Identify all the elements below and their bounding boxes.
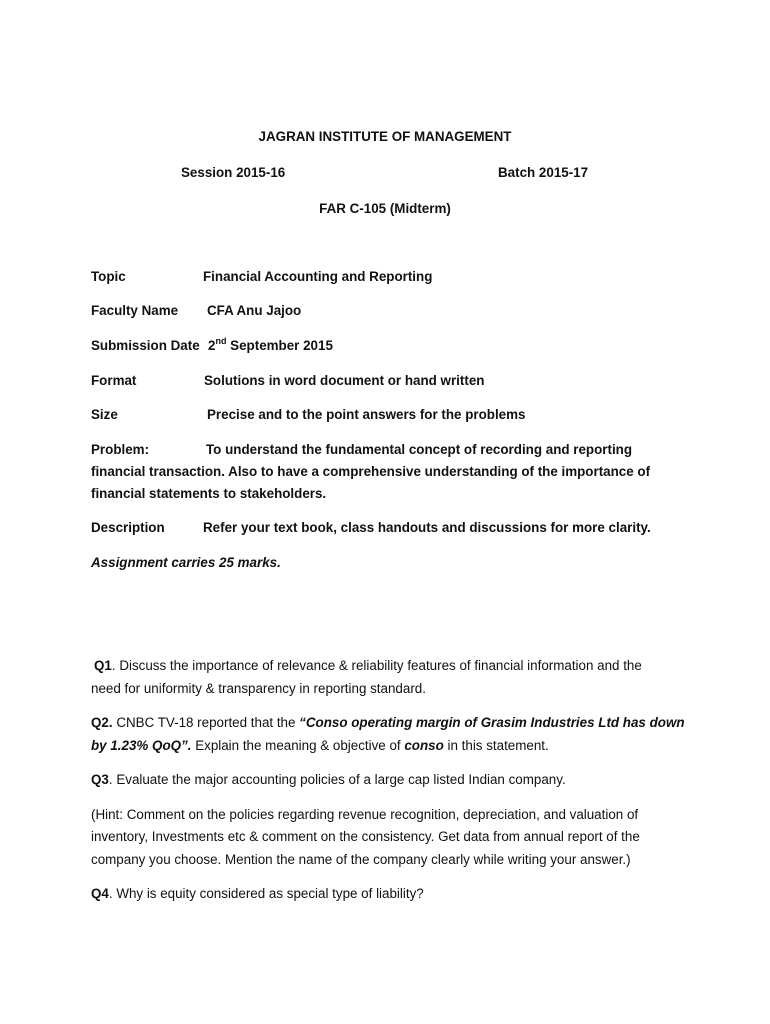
question-4 [91, 885, 424, 903]
size-label: Size [91, 407, 118, 422]
q4-text: . Why is equity considered as special type of liability? [108, 886, 424, 901]
hint-line-1: (Hint: Comment on the policies regarding revenue recognition, depreciation, and valuation of [91, 807, 639, 822]
submission-day: 2 [208, 338, 216, 353]
submission-label: Submission Date [91, 338, 200, 353]
question-1-line-1 [94, 657, 642, 675]
submission-rest: September 2015 [226, 338, 333, 353]
description-label: Description [91, 520, 165, 535]
question-1-line-2: need for uniformity & transparency in reporting standard. [91, 681, 426, 696]
q2-text-3: in this statement. [443, 738, 549, 753]
problem-line-3: financial statements to stakeholders. [91, 486, 327, 501]
hint-line-2: inventory, Investments etc & comment on the consistency. Get data from annual report of the [91, 829, 640, 844]
q2-conso: conso [404, 738, 444, 753]
q1-label: Q1 [94, 658, 112, 673]
faculty-label: Faculty Name [91, 303, 179, 318]
q3-text: . Evaluate the major accounting policies of a large cap listed Indian company. [108, 772, 566, 787]
institute-title: JAGRAN INSTITUTE OF MANAGEMENT [258, 129, 512, 144]
q4-label: Q4 [91, 886, 109, 901]
q2-text-1: CNBC TV-18 reported that the [112, 715, 300, 730]
session-label: Session 2015-16 [181, 165, 286, 180]
q2-quote-1: “Conso operating margin of Grasim Industries Ltd has down [299, 715, 685, 730]
course-title: FAR C-105 (Midterm) [319, 201, 451, 216]
faculty-value: CFA Anu Jajoo [207, 303, 302, 318]
size-value: Precise and to the point answers for the problems [207, 407, 526, 422]
marks-note: Assignment carries 25 marks. [91, 555, 281, 570]
topic-label: Topic [91, 269, 126, 284]
question-2-line-2 [91, 737, 549, 755]
submission-suffix: nd [215, 335, 227, 346]
format-label: Format [91, 373, 137, 388]
batch-label: Batch 2015-17 [498, 165, 589, 180]
description-value: Refer your text book, class handouts and discussions for more clarity. [203, 520, 651, 535]
hint-line-3: company you choose. Mention the name of the company clearly while writing your answer.) [91, 852, 631, 867]
problem-label: Problem: [91, 442, 150, 457]
q2-text-2: Explain the meaning & objective of [191, 738, 405, 753]
q2-quote-2: by 1.23% QoQ”. [91, 738, 192, 753]
question-3 [91, 771, 566, 789]
question-2-line-1 [91, 714, 685, 732]
format-value: Solutions in word document or hand written [204, 373, 485, 388]
problem-line-1: To understand the fundamental concept of recording and reporting [206, 442, 633, 457]
q2-label: Q2. [91, 715, 113, 730]
q3-label: Q3 [91, 772, 109, 787]
submission-value [208, 337, 333, 355]
topic-value: Financial Accounting and Reporting [203, 269, 433, 284]
problem-line-2: financial transaction. Also to have a comprehensive understanding of the importance of [91, 464, 651, 479]
q1-text-1: . Discuss the importance of relevance & reliability features of financial information and the [111, 658, 642, 673]
